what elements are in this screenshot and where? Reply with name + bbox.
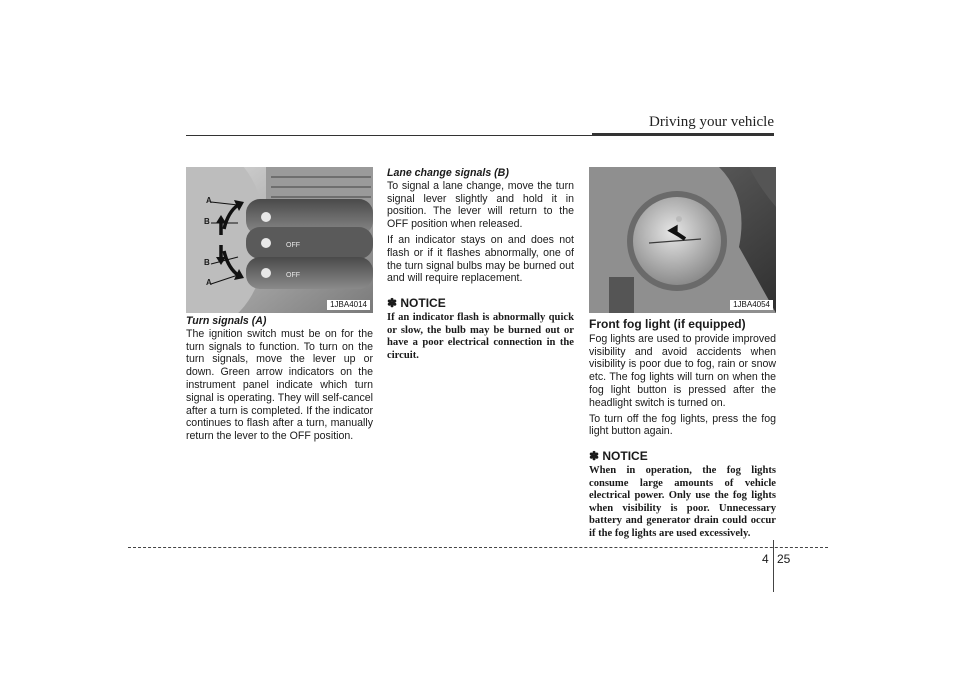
image-code: 1JBA4014 — [327, 300, 370, 310]
fog-light-p2: To turn off the fog lights, press the fog light button again. — [589, 412, 776, 438]
turn-signal-lever-photo — [186, 167, 373, 313]
fog-light-heading: Front fog light (if equipped) — [589, 317, 746, 331]
lane-change-p2: If an indicator stays on and does not flash or if it flashes abnormally, one of the turn signal bulbs may be burned out and will require replacement. — [387, 233, 574, 285]
turn-signal-lever-illustration — [186, 167, 373, 313]
footer-rule — [128, 547, 828, 548]
lever-label-b-top: B — [204, 217, 210, 226]
header-rule-accent — [592, 133, 774, 136]
turn-signals-subtitle: Turn signals (A) — [186, 315, 267, 327]
lever-label-a-bottom: A — [206, 278, 212, 287]
turn-signals-body: The ignition switch must be on for the turn signals to function. To turn on the turn signals, move the lever up or down. Green arrow indicators on the instrument panel indicate which turn signal is operating. They will self-cancel after a turn is completed. If the indicator continues to flash after a turn, manually return the lever to the OFF position. — [186, 327, 373, 443]
notice-title: ✽ NOTICE — [589, 449, 648, 464]
svg-text:OFF: OFF — [286, 272, 300, 279]
column-lane-change — [387, 167, 574, 362]
section-title: Driving your vehicle — [649, 114, 774, 130]
lane-change-p1: To signal a lane change, move the turn signal lever slightly and hold it in position. The lever will return to the OFF position when released. — [387, 179, 574, 231]
lever-label-b-bottom: B — [204, 258, 210, 267]
svg-text:OFF: OFF — [286, 242, 300, 249]
lever-label-a-top: A — [206, 196, 212, 205]
page-number: 25 — [777, 552, 791, 566]
image-code: 1JBA4054 — [730, 300, 773, 310]
column-turn-signals — [186, 167, 373, 446]
notice-body: When in operation, the fog lights consume large amounts of vehicle electrical power. Only use the fog lights when visibility is poor. Unnecessary battery and generator drain could occur if the fog lights are used excessively. — [589, 464, 776, 539]
notice-title: ✽ NOTICE — [387, 296, 446, 311]
fog-light-button-photo — [589, 167, 776, 313]
column-fog-light — [589, 167, 776, 541]
footer-divider — [773, 540, 774, 592]
fog-light-p1: Fog lights are used to provide improved visibility and avoid accidents when visibility is poor due to fog, rain or snow etc. The fog lights will turn on when the fog light button is pressed after the headlight switch is turned on. — [589, 332, 776, 409]
lane-change-subtitle: Lane change signals (B) — [387, 167, 509, 179]
notice-body: If an indicator flash is abnormally quick or slow, the bulb may be burned out or have a poor electrical connection in the circuit. — [387, 311, 574, 361]
chapter-number: 4 — [762, 552, 769, 566]
fog-light-button-illustration — [589, 167, 776, 313]
